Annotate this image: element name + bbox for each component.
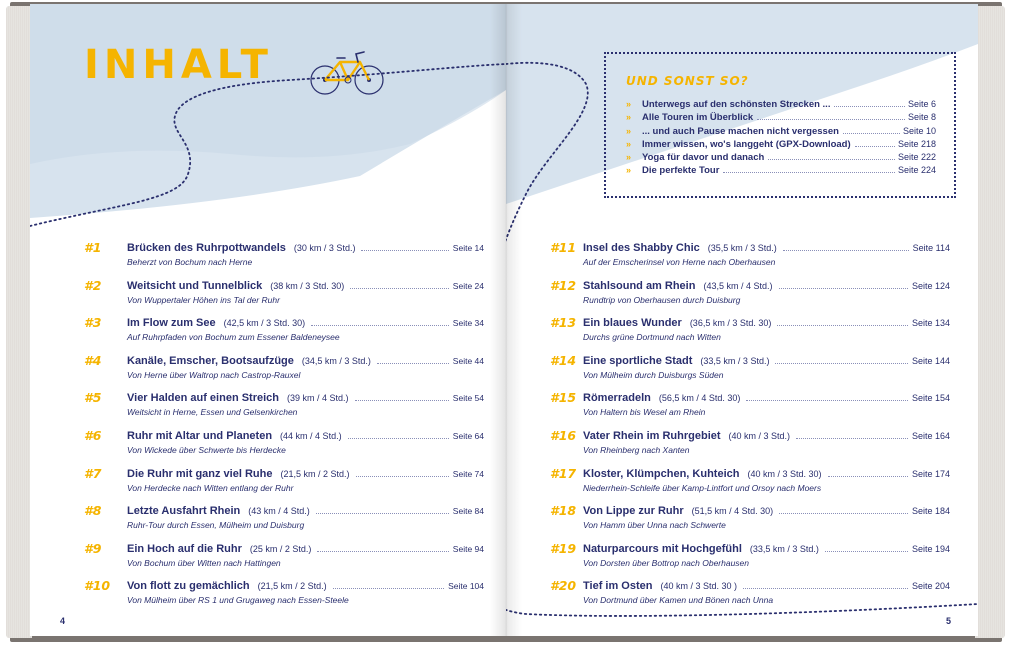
leader-dots <box>743 588 908 589</box>
tour-page: Seite 44 <box>452 355 484 366</box>
extras-item-label: Die perfekte Tour <box>642 165 720 177</box>
tour-number: #4 <box>84 352 102 368</box>
extras-item-label: Alle Touren im Überblick <box>642 112 754 124</box>
toc-entry-line <box>127 317 484 329</box>
leader-dots <box>843 133 900 134</box>
tour-page: Seite 114 <box>912 243 950 253</box>
toc-entry-line <box>583 430 950 442</box>
extras-item-label: Immer wissen, wo's langgeht (GPX-Download) <box>642 138 851 150</box>
right-page <box>506 4 978 636</box>
extras-title: UND SONST SO? <box>626 74 749 88</box>
tour-subtitle: Auf Ruhrpfaden von Bochum zum Essener Baldeneysee <box>127 332 340 343</box>
leader-dots <box>779 288 908 289</box>
toc-entry[interactable] <box>550 539 950 577</box>
tour-number: #18 <box>550 503 577 519</box>
tour-number: #12 <box>550 277 577 293</box>
tour-distance: (40 km / 3 Std.) <box>728 430 791 441</box>
toc-entry[interactable] <box>550 464 950 502</box>
tour-title: Kloster, Klümpchen, Kuhteich <box>583 467 740 480</box>
toc-entry-line <box>127 468 484 480</box>
toc-entry[interactable] <box>550 501 950 539</box>
extras-item[interactable] <box>626 165 936 178</box>
toc-entry[interactable] <box>84 464 484 502</box>
tour-page: Seite 74 <box>452 468 484 479</box>
tour-subtitle: Von Mülheim über RS 1 und Grugaweg nach Essen-Steele <box>127 595 349 606</box>
extras-item-page: Seite 10 <box>902 125 936 136</box>
tour-distance: (38 km / 3 Std. 30) <box>270 280 345 291</box>
double-chevron-icon: » <box>626 99 632 109</box>
tour-subtitle: Ruhr-Tour durch Essen, Mülheim und Duisburg <box>127 520 305 531</box>
toc-entry-line <box>583 580 950 592</box>
tour-title: Von flott zu gemächlich <box>127 580 250 593</box>
tour-subtitle: Von Wickede über Schwerte bis Herdecke <box>127 444 286 455</box>
leader-dots <box>775 363 908 364</box>
tour-number: #2 <box>84 277 102 293</box>
tour-subtitle: Von Haltern bis Wesel am Rhein <box>583 407 706 418</box>
leader-dots <box>855 146 895 147</box>
tour-subtitle: Von Mülheim durch Duisburgs Süden <box>583 369 724 380</box>
toc-entry[interactable] <box>84 388 484 426</box>
toc-entry-line <box>583 355 950 367</box>
tour-number: #5 <box>84 390 102 406</box>
toc-entry-line <box>127 280 484 292</box>
leader-dots <box>796 438 908 439</box>
extras-item[interactable] <box>626 112 936 125</box>
tour-distance: (43 km / 4 Std.) <box>248 506 310 517</box>
tour-title: Kanäle, Emscher, Bootsaufzüge <box>127 354 294 367</box>
leader-dots <box>828 476 908 477</box>
toc-entry[interactable] <box>84 539 484 577</box>
tour-page: Seite 124 <box>911 280 950 291</box>
tour-page: Seite 24 <box>452 280 484 291</box>
tour-distance: (30 km / 3 Std.) <box>293 243 356 253</box>
tour-number: #3 <box>84 315 102 331</box>
leader-dots <box>350 288 449 289</box>
double-chevron-icon: » <box>626 165 632 176</box>
tour-title: Letzte Ausfahrt Rhein <box>127 505 241 518</box>
double-chevron-icon: » <box>626 112 632 123</box>
tour-page: Seite 94 <box>452 543 484 554</box>
leader-dots <box>348 438 449 439</box>
toc-entry-line <box>127 392 484 404</box>
toc-entry[interactable] <box>550 313 950 351</box>
tour-number: #8 <box>84 503 102 519</box>
tour-title: Insel des Shabby Chic <box>583 242 700 254</box>
extras-item[interactable] <box>626 152 936 165</box>
tour-page: Seite 14 <box>452 243 484 253</box>
tour-title: Ruhr mit Altar und Planeten <box>127 429 273 442</box>
toc-entry-line <box>583 392 950 404</box>
leader-dots <box>746 400 908 401</box>
tour-title: Vater Rhein im Ruhrgebiet <box>583 429 721 442</box>
tour-page: Seite 184 <box>911 506 950 517</box>
left-page-stack <box>6 6 32 638</box>
leader-dots <box>317 551 448 552</box>
toc-entry-line <box>583 242 950 254</box>
leader-dots <box>834 106 905 107</box>
tour-distance: (35,5 km / 3 Std.) <box>707 243 777 253</box>
tour-number: #16 <box>550 427 577 443</box>
leader-dots <box>355 400 449 401</box>
tour-subtitle: Von Bochum über Witten nach Hattingen <box>127 557 281 568</box>
tour-distance: (43,5 km / 4 Std.) <box>703 280 773 291</box>
tour-subtitle: Von Herne über Waltrop nach Castrop-Rauxel <box>127 369 301 380</box>
tour-number: #17 <box>550 465 577 481</box>
left-page <box>30 4 506 636</box>
tour-distance: (25 km / 2 Std.) <box>249 543 312 554</box>
tour-title: Eine sportliche Stadt <box>583 354 693 367</box>
toc-entry-line <box>127 543 484 555</box>
extras-item[interactable] <box>626 139 936 152</box>
tour-title: Im Flow zum See <box>127 317 216 330</box>
tour-number: #20 <box>550 578 577 594</box>
tour-page: Seite 164 <box>911 430 950 441</box>
leader-dots <box>777 325 908 326</box>
toc-entry[interactable] <box>550 238 950 276</box>
leader-dots <box>356 476 449 477</box>
toc-entry-line <box>127 580 484 592</box>
leader-dots <box>783 250 909 251</box>
tour-distance: (34,5 km / 3 Std.) <box>301 355 371 366</box>
tour-subtitle: Von Herdecke nach Witten entlang der Ruhr <box>127 482 294 493</box>
extras-item[interactable] <box>626 99 936 112</box>
tour-distance: (21,5 km / 2 Std.) <box>280 468 350 479</box>
tour-title: Brücken des Ruhrpottwandels <box>127 242 286 254</box>
tour-distance: (36,5 km / 3 Std. 30) <box>689 318 772 329</box>
tour-title: Vier Halden auf einen Streich <box>127 392 280 405</box>
right-page-stack <box>975 6 1005 638</box>
toc-entry-line <box>583 505 950 517</box>
tour-subtitle: Durchs grüne Dortmund nach Witten <box>583 332 721 343</box>
tour-page: Seite 204 <box>911 581 950 592</box>
tour-subtitle: Von Dortmund über Kamen und Bönen nach Unna <box>583 595 774 606</box>
extras-item-label: Yoga für davor und danach <box>642 152 765 164</box>
toc-entry[interactable] <box>550 351 950 389</box>
tour-number: #9 <box>84 540 102 556</box>
tour-page: Seite 154 <box>911 393 950 404</box>
extras-box <box>604 52 956 198</box>
tour-distance: (51,5 km / 4 Std. 30) <box>691 506 774 517</box>
toc-entry[interactable] <box>550 576 950 614</box>
tour-number: #10 <box>84 578 111 594</box>
tour-page: Seite 84 <box>452 506 484 517</box>
page-title: INHALT <box>84 42 273 88</box>
extras-item-label: Unterwegs auf den schönsten Strecken ... <box>642 99 831 110</box>
leader-dots <box>377 363 449 364</box>
toc-entry[interactable] <box>84 351 484 389</box>
tour-subtitle: Rundtrip von Oberhausen durch Duisburg <box>583 294 741 305</box>
leader-dots <box>311 325 449 326</box>
tour-page: Seite 134 <box>911 318 950 329</box>
double-chevron-icon: » <box>626 125 632 136</box>
tour-page: Seite 144 <box>911 355 950 366</box>
tour-page: Seite 34 <box>452 318 484 329</box>
tour-title: Tief im Osten <box>583 580 653 593</box>
toc-entry-line <box>127 355 484 367</box>
extras-item-page: Seite 8 <box>907 112 936 123</box>
toc-entry-line <box>127 430 484 442</box>
toc-entry-line <box>583 317 950 329</box>
tour-title: Römerradeln <box>583 392 651 405</box>
tour-title: Stahlsound am Rhein <box>583 279 696 292</box>
tour-distance: (56,5 km / 4 Std. 30) <box>658 393 741 404</box>
tour-distance: (44 km / 4 Std.) <box>280 430 342 441</box>
tour-subtitle: Beherzt von Bochum nach Herne <box>127 257 253 267</box>
tour-subtitle: Von Rheinberg nach Xanten <box>583 444 690 455</box>
double-chevron-icon: » <box>626 138 632 149</box>
tour-page: Seite 174 <box>911 468 950 479</box>
tour-title: Naturparcours mit Hochgefühl <box>583 542 742 555</box>
leader-dots <box>361 250 448 251</box>
toc-entry-line <box>583 280 950 292</box>
tour-distance: (40 km / 3 Std. 30 ) <box>660 581 738 592</box>
tour-subtitle: Von Wuppertaler Höhen ins Tal der Ruhr <box>127 294 280 305</box>
double-chevron-icon: » <box>626 152 632 163</box>
toc-entry-line <box>583 543 950 555</box>
leader-dots <box>333 588 444 589</box>
tour-title: Von Lippe zur Ruhr <box>583 505 684 518</box>
tour-distance: (21,5 km / 2 Std.) <box>257 581 327 592</box>
tour-title: Die Ruhr mit ganz viel Ruhe <box>127 467 273 480</box>
leader-dots <box>779 513 908 514</box>
extras-item-page: Seite 222 <box>897 152 936 163</box>
extras-item-page: Seite 6 <box>907 99 936 109</box>
toc-entry-line <box>127 505 484 517</box>
tour-subtitle: Auf der Emscherinsel von Herne nach Oberhausen <box>583 257 776 267</box>
page-number-left: 4 <box>60 616 66 626</box>
extras-item-label: ... und auch Pause machen nicht vergessen <box>642 125 839 137</box>
tour-subtitle: Von Hamm über Unna nach Schwerte <box>583 520 726 531</box>
extras-list <box>626 99 936 179</box>
tour-page: Seite 194 <box>911 543 950 554</box>
tour-distance: (42,5 km / 3 Std. 30) <box>223 318 306 329</box>
toc-entry-line <box>583 468 950 480</box>
extras-item-page: Seite 224 <box>897 165 936 176</box>
extras-item-page: Seite 218 <box>897 138 936 149</box>
leader-dots <box>768 159 895 160</box>
tour-number: #13 <box>550 315 577 331</box>
tour-distance: (33,5 km / 3 Std.) <box>700 355 770 366</box>
toc-list-left <box>84 238 484 614</box>
tour-number: #7 <box>84 465 102 481</box>
tour-distance: (33,5 km / 3 Std.) <box>749 543 819 554</box>
tour-subtitle: Niederrhein-Schleife über Kamp-Lintfort und Orsoy nach Moers <box>583 482 822 493</box>
toc-entry[interactable] <box>84 501 484 539</box>
tour-title: Ein blaues Wunder <box>583 317 682 330</box>
toc-entry[interactable] <box>550 388 950 426</box>
tour-number: #14 <box>550 352 577 368</box>
leader-dots <box>723 172 895 173</box>
tour-page: Seite 64 <box>452 430 484 441</box>
extras-item[interactable] <box>626 126 936 139</box>
toc-entry[interactable] <box>550 276 950 314</box>
toc-entry[interactable] <box>84 576 484 614</box>
toc-entry-line <box>127 242 484 254</box>
page-number-right: 5 <box>946 616 952 626</box>
tour-number: #6 <box>84 427 102 443</box>
toc-entry[interactable] <box>84 238 484 276</box>
leader-dots <box>316 513 449 514</box>
tour-page: Seite 54 <box>452 393 484 404</box>
toc-entry[interactable] <box>84 426 484 464</box>
toc-entry[interactable] <box>84 276 484 314</box>
toc-list-right <box>550 238 950 614</box>
toc-entry[interactable] <box>84 313 484 351</box>
tour-number: #15 <box>550 390 577 406</box>
tour-title: Ein Hoch auf die Ruhr <box>127 542 242 555</box>
tour-subtitle: Von Dorsten über Bottrop nach Oberhausen <box>583 557 750 568</box>
leader-dots <box>757 119 905 120</box>
tour-title: Weitsicht und Tunnelblick <box>127 279 263 292</box>
leader-dots <box>825 551 908 552</box>
toc-entry[interactable] <box>550 426 950 464</box>
tour-number: #11 <box>550 240 577 255</box>
tour-page: Seite 104 <box>448 581 484 592</box>
tour-subtitle: Weitsicht in Herne, Essen und Gelsenkirchen <box>127 407 298 418</box>
tour-number: #19 <box>550 540 577 556</box>
tour-number: #1 <box>84 240 102 255</box>
tour-distance: (40 km / 3 Std. 30) <box>747 468 822 479</box>
tour-distance: (39 km / 4 Std.) <box>287 393 349 404</box>
